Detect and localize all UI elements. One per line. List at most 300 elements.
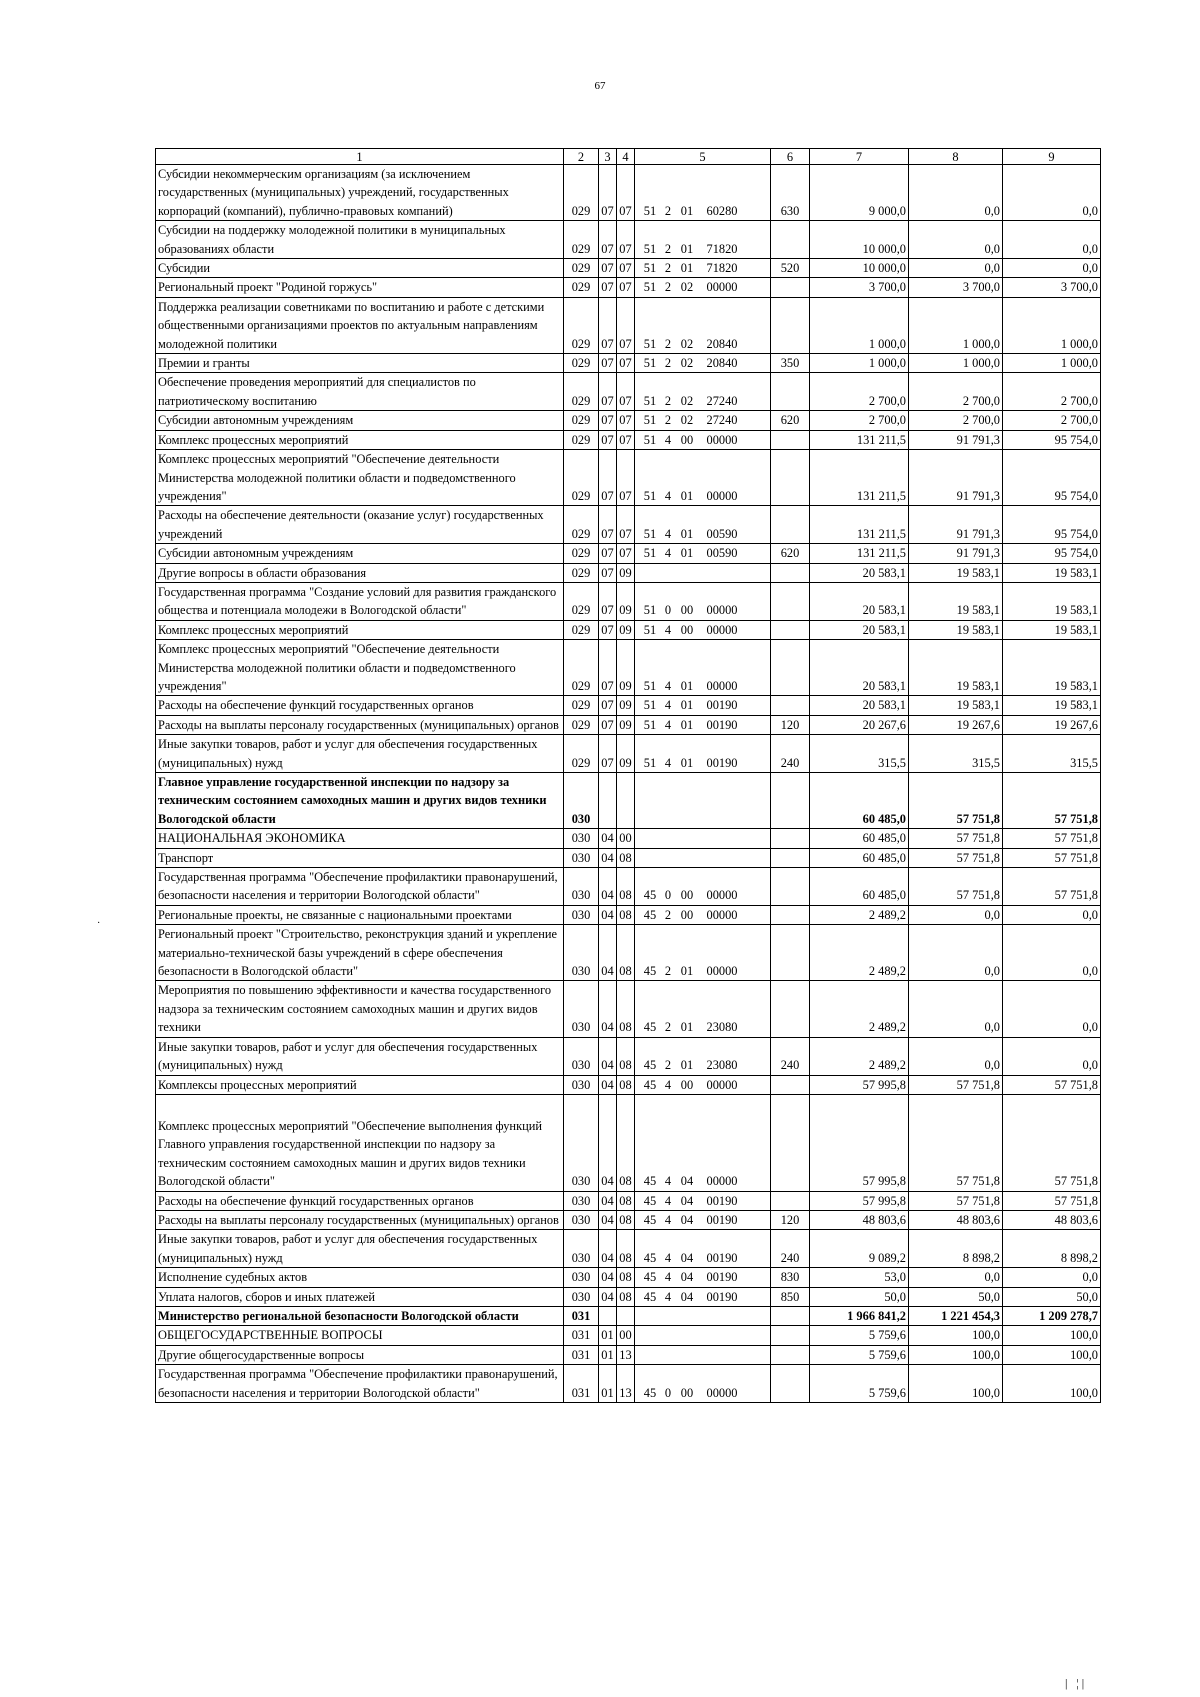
cell-expense-type [771, 221, 810, 259]
cell-section: 07 [599, 354, 617, 373]
target-article-part: 00 [680, 1077, 694, 1092]
cell-section: 01 [599, 1345, 617, 1364]
target-article-part: 23080 [706, 1058, 738, 1073]
cell-amount-year-3: 19 583,1 [1003, 640, 1101, 696]
cell-expense-type [771, 450, 810, 506]
cell-amount-year-2: 57 751,8 [909, 1075, 1003, 1094]
cell-admin-code: 029 [564, 430, 599, 449]
cell-target-article [635, 1075, 771, 1094]
cell-target-article [635, 868, 771, 906]
cell-admin-code: 030 [564, 868, 599, 906]
cell-admin-code: 029 [564, 620, 599, 639]
target-article-part: 00 [680, 1385, 694, 1400]
cell-amount-year-2: 100,0 [909, 1345, 1003, 1364]
cell-admin-code: 030 [564, 773, 599, 829]
cell-admin-code: 029 [564, 715, 599, 734]
row-name: НАЦИОНАЛЬНАЯ ЭКОНОМИКА [156, 829, 564, 848]
cell-admin-code: 029 [564, 373, 599, 411]
column-header-1: 1 [156, 149, 564, 165]
cell-section: 07 [599, 735, 617, 773]
cell-section: 04 [599, 905, 617, 924]
cell-amount-year-2: 0,0 [909, 165, 1003, 221]
column-header-9: 9 [1003, 149, 1101, 165]
row-name: Исполнение судебных актов [156, 1268, 564, 1287]
cell-section: 04 [599, 1268, 617, 1287]
cell-amount-year-1: 131 211,5 [810, 430, 909, 449]
cell-amount-year-1: 20 583,1 [810, 640, 909, 696]
cell-expense-type [771, 1094, 810, 1191]
cell-admin-code: 029 [564, 450, 599, 506]
cell-amount-year-2: 100,0 [909, 1365, 1003, 1403]
table-row [156, 1268, 1101, 1287]
table-row [156, 1094, 1101, 1191]
budget-table-container [155, 148, 1100, 1403]
cell-amount-year-2: 1 000,0 [909, 354, 1003, 373]
row-name: Расходы на выплаты персоналу государственных (муниципальных) органов [156, 1210, 564, 1229]
cell-admin-code: 031 [564, 1326, 599, 1345]
target-article-part: 0 [664, 603, 672, 618]
cell-subsection: 09 [617, 640, 635, 696]
cell-amount-year-2: 57 751,8 [909, 1191, 1003, 1210]
cell-target-article [635, 1268, 771, 1287]
cell-amount-year-1: 3 700,0 [810, 278, 909, 297]
row-name: Расходы на обеспечение функций государственных органов [156, 696, 564, 715]
target-article-part: 20840 [706, 336, 738, 351]
table-row [156, 829, 1101, 848]
target-article-part: 4 [664, 488, 672, 503]
table-body [156, 165, 1101, 1403]
cell-amount-year-3: 8 898,2 [1003, 1230, 1101, 1268]
cell-amount-year-1: 5 759,6 [810, 1345, 909, 1364]
target-article-part: 51 [643, 546, 657, 561]
row-name: Региональный проект "Родиной горжусь" [156, 278, 564, 297]
target-article-part: 04 [680, 1212, 694, 1227]
cell-target-article [635, 430, 771, 449]
cell-amount-year-3: 3 700,0 [1003, 278, 1101, 297]
cell-admin-code: 030 [564, 829, 599, 848]
cell-subsection: 07 [617, 506, 635, 544]
cell-amount-year-2: 100,0 [909, 1326, 1003, 1345]
target-article-part: 4 [664, 1193, 672, 1208]
target-article-part: 2 [664, 280, 672, 295]
cell-amount-year-1: 5 759,6 [810, 1365, 909, 1403]
cell-amount-year-2: 50,0 [909, 1287, 1003, 1306]
target-article-part: 02 [680, 393, 694, 408]
cell-amount-year-1: 48 803,6 [810, 1210, 909, 1229]
cell-target-article [635, 715, 771, 734]
cell-amount-year-3: 57 751,8 [1003, 848, 1101, 867]
cell-amount-year-2: 0,0 [909, 925, 1003, 981]
cell-section: 07 [599, 411, 617, 430]
cell-subsection: 09 [617, 620, 635, 639]
cell-section: 07 [599, 640, 617, 696]
cell-subsection: 07 [617, 354, 635, 373]
target-article-part: 04 [680, 1289, 694, 1304]
target-article-part: 0 [664, 1385, 672, 1400]
cell-amount-year-2: 19 583,1 [909, 696, 1003, 715]
cell-section: 04 [599, 848, 617, 867]
cell-admin-code: 029 [564, 563, 599, 582]
cell-amount-year-1: 60 485,0 [810, 773, 909, 829]
target-article-part: 01 [680, 203, 694, 218]
cell-expense-type [771, 1306, 810, 1325]
row-name: ОБЩЕГОСУДАРСТВЕННЫЕ ВОПРОСЫ [156, 1326, 564, 1345]
row-name: Другие общегосударственные вопросы [156, 1345, 564, 1364]
target-article-part: 2 [664, 261, 672, 276]
table-row [156, 981, 1101, 1037]
target-article-part: 01 [680, 717, 694, 732]
cell-amount-year-2: 57 751,8 [909, 868, 1003, 906]
cell-admin-code: 029 [564, 696, 599, 715]
cell-section [599, 773, 617, 829]
cell-amount-year-3: 0,0 [1003, 925, 1101, 981]
target-article-part: 51 [643, 261, 657, 276]
target-article-part: 45 [643, 1174, 657, 1189]
cell-target-article [635, 1326, 771, 1345]
cell-subsection: 08 [617, 1210, 635, 1229]
cell-expense-type [771, 925, 810, 981]
row-name: Мероприятия по повышению эффективности и качества государственного надзора за техническим состоянием самоходных машин и других видов техники [156, 981, 564, 1037]
target-article-part: 4 [664, 717, 672, 732]
target-article-part: 60280 [706, 203, 738, 218]
cell-amount-year-1: 2 700,0 [810, 373, 909, 411]
row-name: Комплексы процессных мероприятий [156, 1075, 564, 1094]
cell-amount-year-3: 57 751,8 [1003, 1191, 1101, 1210]
target-article-part: 00190 [706, 1193, 738, 1208]
target-article-part: 4 [664, 1077, 672, 1092]
target-article-part: 02 [680, 336, 694, 351]
cell-section: 07 [599, 506, 617, 544]
target-article-part: 0 [664, 888, 672, 903]
cell-subsection: 08 [617, 1037, 635, 1075]
cell-subsection: 07 [617, 450, 635, 506]
cell-amount-year-1: 131 211,5 [810, 450, 909, 506]
cell-amount-year-3: 19 267,6 [1003, 715, 1101, 734]
cell-expense-type [771, 582, 810, 620]
cell-subsection: 00 [617, 1326, 635, 1345]
table-row [156, 1037, 1101, 1075]
cell-amount-year-3: 95 754,0 [1003, 506, 1101, 544]
target-article-part: 51 [643, 603, 657, 618]
target-article-part: 00 [680, 603, 694, 618]
cell-target-article [635, 450, 771, 506]
cell-admin-code: 029 [564, 354, 599, 373]
cell-subsection: 13 [617, 1365, 635, 1403]
target-article-part: 00000 [706, 1174, 738, 1189]
cell-target-article [635, 582, 771, 620]
cell-subsection: 09 [617, 563, 635, 582]
cell-target-article [635, 1037, 771, 1075]
target-article-part: 45 [643, 1270, 657, 1285]
target-article-part: 00190 [706, 1250, 738, 1265]
target-article-part: 4 [664, 1174, 672, 1189]
target-article-part: 00 [680, 622, 694, 637]
target-article-part: 00190 [706, 755, 738, 770]
cell-section: 07 [599, 544, 617, 563]
row-name: Транспорт [156, 848, 564, 867]
cell-admin-code: 029 [564, 259, 599, 278]
cell-admin-code: 029 [564, 278, 599, 297]
target-article-part: 51 [643, 432, 657, 447]
target-article-part: 23080 [706, 1020, 738, 1035]
cell-subsection: 08 [617, 1268, 635, 1287]
cell-admin-code: 030 [564, 905, 599, 924]
budget-table [155, 148, 1101, 1403]
cell-expense-type [771, 506, 810, 544]
cell-admin-code: 029 [564, 735, 599, 773]
cell-amount-year-1: 2 489,2 [810, 905, 909, 924]
cell-expense-type: 830 [771, 1268, 810, 1287]
table-row [156, 582, 1101, 620]
cell-amount-year-1: 1 000,0 [810, 297, 909, 353]
cell-amount-year-1: 131 211,5 [810, 506, 909, 544]
cell-subsection: 09 [617, 582, 635, 620]
target-article-part: 51 [643, 241, 657, 256]
table-row [156, 1306, 1101, 1325]
table-row [156, 430, 1101, 449]
cell-target-article [635, 373, 771, 411]
target-article-part: 71820 [706, 241, 738, 256]
cell-target-article [635, 1094, 771, 1191]
cell-subsection: 08 [617, 1287, 635, 1306]
target-article-part: 51 [643, 717, 657, 732]
row-name: Комплекс процессных мероприятий [156, 430, 564, 449]
target-article-part: 00190 [706, 1289, 738, 1304]
target-article-part: 00000 [706, 280, 738, 295]
cell-target-article [635, 1210, 771, 1229]
cell-expense-type [771, 430, 810, 449]
cell-expense-type: 620 [771, 544, 810, 563]
cell-amount-year-2: 1 000,0 [909, 297, 1003, 353]
cell-expense-type: 240 [771, 735, 810, 773]
row-name: Субсидии автономным учреждениям [156, 544, 564, 563]
target-article-part: 4 [664, 755, 672, 770]
cell-target-article [635, 1191, 771, 1210]
cell-section: 07 [599, 278, 617, 297]
cell-expense-type [771, 620, 810, 639]
column-header-4: 4 [617, 149, 635, 165]
table-row [156, 1326, 1101, 1345]
cell-target-article [635, 165, 771, 221]
cell-amount-year-3: 57 751,8 [1003, 773, 1101, 829]
table-row [156, 1345, 1101, 1364]
target-article-part: 01 [680, 755, 694, 770]
target-article-part: 51 [643, 488, 657, 503]
cell-subsection: 00 [617, 829, 635, 848]
column-header-7: 7 [810, 149, 909, 165]
target-article-part: 2 [664, 203, 672, 218]
target-article-part: 51 [643, 336, 657, 351]
cell-expense-type [771, 640, 810, 696]
cell-admin-code: 029 [564, 165, 599, 221]
cell-target-article [635, 563, 771, 582]
table-row [156, 1191, 1101, 1210]
cell-section: 04 [599, 829, 617, 848]
target-article-part: 00190 [706, 1270, 738, 1285]
cell-amount-year-3: 48 803,6 [1003, 1210, 1101, 1229]
table-row [156, 868, 1101, 906]
target-article-part: 4 [664, 432, 672, 447]
cell-amount-year-1: 20 583,1 [810, 620, 909, 639]
cell-subsection: 07 [617, 297, 635, 353]
cell-amount-year-1: 60 485,0 [810, 868, 909, 906]
target-article-part: 2 [664, 907, 672, 922]
cell-subsection [617, 1306, 635, 1325]
cell-subsection: 08 [617, 925, 635, 981]
table-row [156, 259, 1101, 278]
cell-amount-year-3: 100,0 [1003, 1345, 1101, 1364]
cell-amount-year-3: 0,0 [1003, 165, 1101, 221]
target-article-part: 4 [664, 1270, 672, 1285]
cell-expense-type: 120 [771, 715, 810, 734]
cell-expense-type [771, 1345, 810, 1364]
cell-amount-year-2: 57 751,8 [909, 848, 1003, 867]
table-row [156, 297, 1101, 353]
row-name: Комплекс процессных мероприятий "Обеспечение выполнения функций Главного управления государственной инспекции по надзору за техническим состоянием самоходных машин и других видов техники Вологодской области" [156, 1094, 564, 1191]
cell-section: 07 [599, 696, 617, 715]
cell-section: 04 [599, 1037, 617, 1075]
row-name: Субсидии некоммерческим организациям (за исключением государственных (муниципальных) учреждений, государственных корпораций (компаний), публично-правовых компаний) [156, 165, 564, 221]
cell-expense-type [771, 373, 810, 411]
cell-target-article [635, 1287, 771, 1306]
target-article-part: 4 [664, 1212, 672, 1227]
row-name: Иные закупки товаров, работ и услуг для обеспечения государственных (муниципальных) нужд [156, 735, 564, 773]
cell-section: 07 [599, 450, 617, 506]
cell-amount-year-1: 10 000,0 [810, 221, 909, 259]
cell-amount-year-3: 0,0 [1003, 259, 1101, 278]
cell-expense-type [771, 773, 810, 829]
table-row [156, 773, 1101, 829]
cell-section: 04 [599, 1230, 617, 1268]
target-article-part: 2 [664, 964, 672, 979]
cell-amount-year-2: 8 898,2 [909, 1230, 1003, 1268]
cell-section: 04 [599, 925, 617, 981]
cell-amount-year-2: 19 267,6 [909, 715, 1003, 734]
target-article-part: 51 [643, 526, 657, 541]
cell-admin-code: 030 [564, 1094, 599, 1191]
target-article-part: 01 [680, 241, 694, 256]
cell-amount-year-1: 57 995,8 [810, 1094, 909, 1191]
cell-section: 07 [599, 620, 617, 639]
target-article-part: 45 [643, 1385, 657, 1400]
cell-target-article [635, 297, 771, 353]
cell-amount-year-3: 95 754,0 [1003, 430, 1101, 449]
target-article-part: 45 [643, 1020, 657, 1035]
cell-section: 07 [599, 563, 617, 582]
table-row [156, 905, 1101, 924]
cell-expense-type: 620 [771, 411, 810, 430]
cell-target-article [635, 696, 771, 715]
cell-amount-year-3: 57 751,8 [1003, 829, 1101, 848]
cell-admin-code: 029 [564, 221, 599, 259]
cell-target-article [635, 259, 771, 278]
table-row [156, 620, 1101, 639]
target-article-part: 45 [643, 1077, 657, 1092]
cell-amount-year-3: 19 583,1 [1003, 696, 1101, 715]
cell-target-article [635, 925, 771, 981]
page-number: 67 [594, 80, 606, 92]
table-row [156, 696, 1101, 715]
column-header-6: 6 [771, 149, 810, 165]
cell-expense-type [771, 563, 810, 582]
target-article-part: 45 [643, 907, 657, 922]
cell-amount-year-1: 20 583,1 [810, 563, 909, 582]
cell-subsection: 08 [617, 848, 635, 867]
cell-section: 07 [599, 373, 617, 411]
cell-section: 04 [599, 981, 617, 1037]
cell-expense-type: 120 [771, 1210, 810, 1229]
cell-amount-year-1: 2 489,2 [810, 1037, 909, 1075]
margin-mark: · [97, 918, 101, 929]
target-article-part: 00 [680, 907, 694, 922]
cell-subsection: 07 [617, 430, 635, 449]
cell-expense-type [771, 1075, 810, 1094]
table-row [156, 165, 1101, 221]
table-row [156, 450, 1101, 506]
row-name: Другие вопросы в области образования [156, 563, 564, 582]
table-row [156, 1365, 1101, 1403]
cell-subsection: 08 [617, 868, 635, 906]
row-name: Обеспечение проведения мероприятий для специалистов по патриотическому воспитанию [156, 373, 564, 411]
target-article-part: 45 [643, 1289, 657, 1304]
cell-amount-year-1: 20 583,1 [810, 582, 909, 620]
row-name: Комплекс процессных мероприятий [156, 620, 564, 639]
target-article-part: 51 [643, 393, 657, 408]
cell-amount-year-2: 0,0 [909, 259, 1003, 278]
cell-amount-year-1: 10 000,0 [810, 259, 909, 278]
target-article-part: 2 [664, 413, 672, 428]
cell-expense-type [771, 848, 810, 867]
cell-target-article [635, 411, 771, 430]
target-article-part: 04 [680, 1174, 694, 1189]
target-article-part: 45 [643, 1212, 657, 1227]
row-name: Комплекс процессных мероприятий "Обеспечение деятельности Министерства молодежной политики области и подведомственного учреждения" [156, 640, 564, 696]
row-name: Комплекс процессных мероприятий "Обеспечение деятельности Министерства молодежной политики области и подведомственного учреждения" [156, 450, 564, 506]
cell-amount-year-3: 100,0 [1003, 1326, 1101, 1345]
cell-amount-year-3: 95 754,0 [1003, 544, 1101, 563]
cell-amount-year-3: 0,0 [1003, 1268, 1101, 1287]
row-name: Субсидии на поддержку молодежной политики в муниципальных образованиях области [156, 221, 564, 259]
cell-amount-year-3: 57 751,8 [1003, 868, 1101, 906]
cell-amount-year-3: 2 700,0 [1003, 411, 1101, 430]
row-name: Министерство региональной безопасности Вологодской области [156, 1306, 564, 1325]
cell-amount-year-3: 1 209 278,7 [1003, 1306, 1101, 1325]
cell-amount-year-3: 50,0 [1003, 1287, 1101, 1306]
cell-admin-code: 030 [564, 1210, 599, 1229]
target-article-part: 00000 [706, 1385, 738, 1400]
target-article-part: 04 [680, 1270, 694, 1285]
target-article-part: 51 [643, 280, 657, 295]
table-row [156, 1230, 1101, 1268]
cell-target-article [635, 278, 771, 297]
cell-target-article [635, 1365, 771, 1403]
cell-amount-year-3: 95 754,0 [1003, 450, 1101, 506]
cell-admin-code: 030 [564, 925, 599, 981]
cell-section: 07 [599, 430, 617, 449]
target-article-part: 2 [664, 1020, 672, 1035]
cell-amount-year-1: 131 211,5 [810, 544, 909, 563]
cell-amount-year-3: 100,0 [1003, 1365, 1101, 1403]
row-name: Иные закупки товаров, работ и услуг для обеспечения государственных (муниципальных) нужд [156, 1230, 564, 1268]
target-article-part: 51 [643, 698, 657, 713]
cell-amount-year-2: 57 751,8 [909, 829, 1003, 848]
cell-amount-year-2: 0,0 [909, 981, 1003, 1037]
target-article-part: 01 [680, 678, 694, 693]
target-article-part: 02 [680, 280, 694, 295]
cell-admin-code: 031 [564, 1365, 599, 1403]
table-row [156, 373, 1101, 411]
column-header-3: 3 [599, 149, 617, 165]
